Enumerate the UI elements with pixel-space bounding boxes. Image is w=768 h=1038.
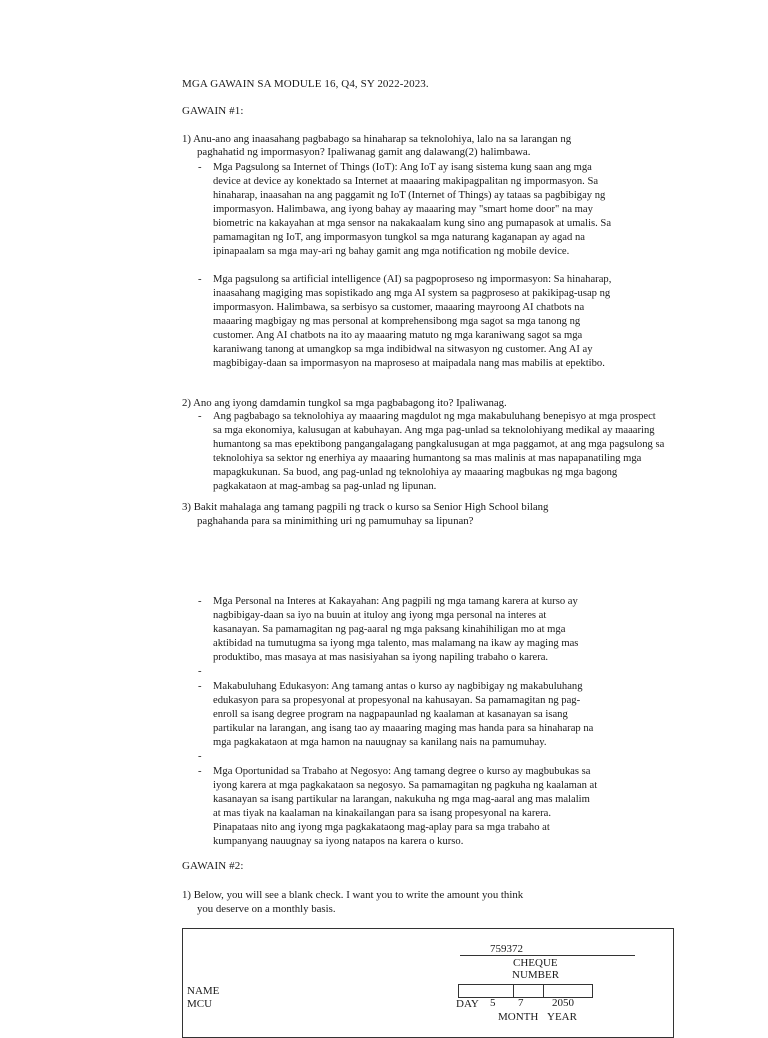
- answer-line: biometric na kakayahan at mga sensor na nakakaalam kung sino ang pumapasok at umalis. Sa: [213, 218, 612, 229]
- bullet-dash: -: [198, 274, 202, 285]
- answer-line: karaniwang tanong at umangkop sa mga indibidwal na sitwasyon ng customer. Ang AI ay: [213, 344, 593, 355]
- answer-line: ipinapaalam sa mga may-ari ng bahay gamit ang mga notification ng mobile device.: [213, 246, 570, 257]
- name-value: MCU: [187, 998, 213, 1010]
- year-cell[interactable]: [543, 984, 593, 998]
- answer-line: aktibidad na tumutugma sa iyong mga talento, mas malamang na ikaw ay maging mas: [213, 638, 579, 649]
- bullet-dash: -: [198, 411, 202, 422]
- cheque-label: CHEQUE: [513, 957, 558, 969]
- answer-line: device at device ay konektado sa Internet at maaaring makipagpalitan ng impormasyon. Sa: [213, 176, 599, 187]
- name-label: NAME: [187, 985, 220, 997]
- q3-line-2: paghahanda para sa minimithing uri ng pamumuhay sa lipunan?: [197, 515, 474, 527]
- cheque-number-underline: [460, 955, 635, 956]
- answer-line: magbibigay-daan sa impormasyon na maproseso at maipadala nang mas mabilis at epektibo.: [213, 358, 605, 369]
- q3-line-1: 3) Bakit mahalaga ang tamang pagpili ng track o kurso sa Senior High School bilang: [182, 501, 549, 513]
- day-cell[interactable]: [458, 984, 514, 998]
- answer-line: at mas tiyak na kaalaman na kinakailangan para sa isang propesyonal na karera.: [213, 808, 551, 819]
- bullet-dash: -: [198, 751, 202, 762]
- answer-line: customer. Ang AI chatbots na ito ay maaaring matuto ng mga karaniwang sagot sa mga: [213, 330, 583, 341]
- month-label: MONTH: [498, 1011, 539, 1023]
- answer-line: pagkakataon at mag-ambag sa pag-unlad ng lipunan.: [213, 481, 437, 492]
- bullet-dash: -: [198, 162, 202, 173]
- answer-line: pamamagitan ng IoT, ang impormasyon tungkol sa mga naturang kaganapan ay agad na: [213, 232, 585, 243]
- answer-line: Ang pagbabago sa teknolohiya ay maaaring magdulot ng mga makabuluhang benepisyo at mga prospect: [213, 411, 656, 422]
- answer-line: sa mga ekonomiya, kalusugan at kabuhayan. Ang mga pag-unlad sa teknolohiyang medikal ay maaaring: [213, 425, 655, 436]
- bullet-dash: -: [198, 681, 202, 692]
- year-value: 2050: [552, 997, 574, 1009]
- answer-line: Pinapataas nito ang iyong mga pagkakataong mag-aplay para sa mga trabaho at: [213, 822, 550, 833]
- answer-line: produktibo, mas masaya at mas nasisiyahan sa iyong napiling trabaho o karera.: [213, 652, 549, 663]
- answer-line: mapagkukunan. Sa buod, ang pag-unlad ng teknolohiya ay maaaring magbukas ng mga bagong: [213, 467, 618, 478]
- answer-line: iyong karera at mga pagkakataon sa negosyo. Sa pamamagitan ng pagkuha ng kaalaman at: [213, 780, 598, 791]
- answer-line: Mga pagsulong sa artificial intelligence (AI) sa pagpoproseso ng impormasyon: Sa hinaharap,: [213, 274, 612, 285]
- answer-line: kumpanyang nauugnay sa iyong natapos na karera o kurso.: [213, 836, 464, 847]
- month-cell[interactable]: [513, 984, 544, 998]
- day-value: 5: [490, 997, 496, 1009]
- g2-q1-line-2: you deserve on a monthly basis.: [197, 903, 336, 915]
- answer-line: humantong sa mas epektibong pangangalagang pangkalusugan at mga paggamot, at ang mga pagsulong sa: [213, 439, 665, 450]
- answer-line: edukasyon para sa propesyonal at propesyonal na kahusayan. Sa pamamagitan ng pag-: [213, 695, 581, 706]
- cheque-number-value: 759372: [490, 943, 523, 955]
- answer-line: hinaharap, inaasahan na ang paggamit ng IoT (Internet of Things) ay tataas sa pagbibigay ng: [213, 190, 606, 201]
- answer-line: teknolohiya sa sektor ng enerhiya ay maaaring humantong sa mas malinis at mas napapanatiling mga: [213, 453, 642, 464]
- answer-line: Mga Personal na Interes at Kakayahan: Ang pagpili ng mga tamang karera at kurso ay: [213, 596, 578, 607]
- answer-line: nagbibigay-daan sa iyo na buuin at ituloy ang iyong mga personal na interes at: [213, 610, 547, 621]
- answer-line: enroll sa isang degree program na nagpapaunlad ng kaalaman at kasanayan sa isang: [213, 709, 568, 720]
- answer-line: maaaring magbigay ng mas personal at komprehensibong mga sagot sa mga tanong ng: [213, 316, 581, 327]
- answer-line: inaasahang magiging mas sopistikado ang mga AI system sa pagproseso at pakikipag-usap ng: [213, 288, 611, 299]
- blank-check: [182, 928, 674, 1038]
- bullet-dash: -: [198, 596, 202, 607]
- year-label: YEAR: [547, 1011, 577, 1023]
- g2-q1-line-1: 1) Below, you will see a blank check. I want you to write the amount you think: [182, 889, 524, 901]
- gawain-2-label: GAWAIN #2:: [182, 860, 244, 872]
- q1-line-1: 1) Anu-ano ang inaasahang pagbabago sa hinaharap sa teknolohiya, lalo na sa larangan ng: [182, 133, 572, 145]
- answer-line: impormasyon. Halimbawa, ang iyong bahay ay maaaring may "smart home door" na may: [213, 204, 593, 215]
- number-label: NUMBER: [512, 969, 560, 981]
- q2-line-1: 2) Ano ang iyong damdamin tungkol sa mga pagbabagong ito? Ipaliwanag.: [182, 397, 507, 409]
- answer-line: Mga Oportunidad sa Trabaho at Negosyo: Ang tamang degree o kurso ay magbubukas sa: [213, 766, 591, 777]
- bullet-dash: -: [198, 666, 202, 677]
- day-label: DAY: [456, 998, 479, 1010]
- answer-line: Mga Pagsulong sa Internet of Things (IoT): Ang IoT ay isang sistema kung saan ang mga: [213, 162, 592, 173]
- bullet-dash: -: [198, 766, 202, 777]
- document-title: MGA GAWAIN SA MODULE 16, Q4, SY 2022-2023.: [182, 78, 429, 90]
- answer-line: impormasyon. Halimbawa, sa serbisyo sa customer, maaaring mayroong AI chatbots na: [213, 302, 585, 313]
- answer-line: Makabuluhang Edukasyon: Ang tamang antas o kurso ay nagbibigay ng makabuluhang: [213, 681, 583, 692]
- answer-line: partikular na larangan, ang isang tao ay maaaring maging mas handa para sa hinaharap na: [213, 723, 594, 734]
- month-value: 7: [518, 997, 524, 1009]
- answer-line: kasanayan sa isang partikular na larangan, nakukuha ng mga mag-aaral ang mas malalim: [213, 794, 590, 805]
- gawain-1-label: GAWAIN #1:: [182, 105, 244, 117]
- answer-line: mga pagkakataon at mga hamon na nauugnay sa kanilang nais na pamumuhay.: [213, 737, 547, 748]
- answer-line: kasanayan. Sa pamamagitan ng pag-aaral ng mga paksang kinahihiligan mo at mga: [213, 624, 566, 635]
- q1-line-2: paghahatid ng impormasyon? Ipaliwanag gamit ang dalawang(2) halimbawa.: [197, 146, 531, 158]
